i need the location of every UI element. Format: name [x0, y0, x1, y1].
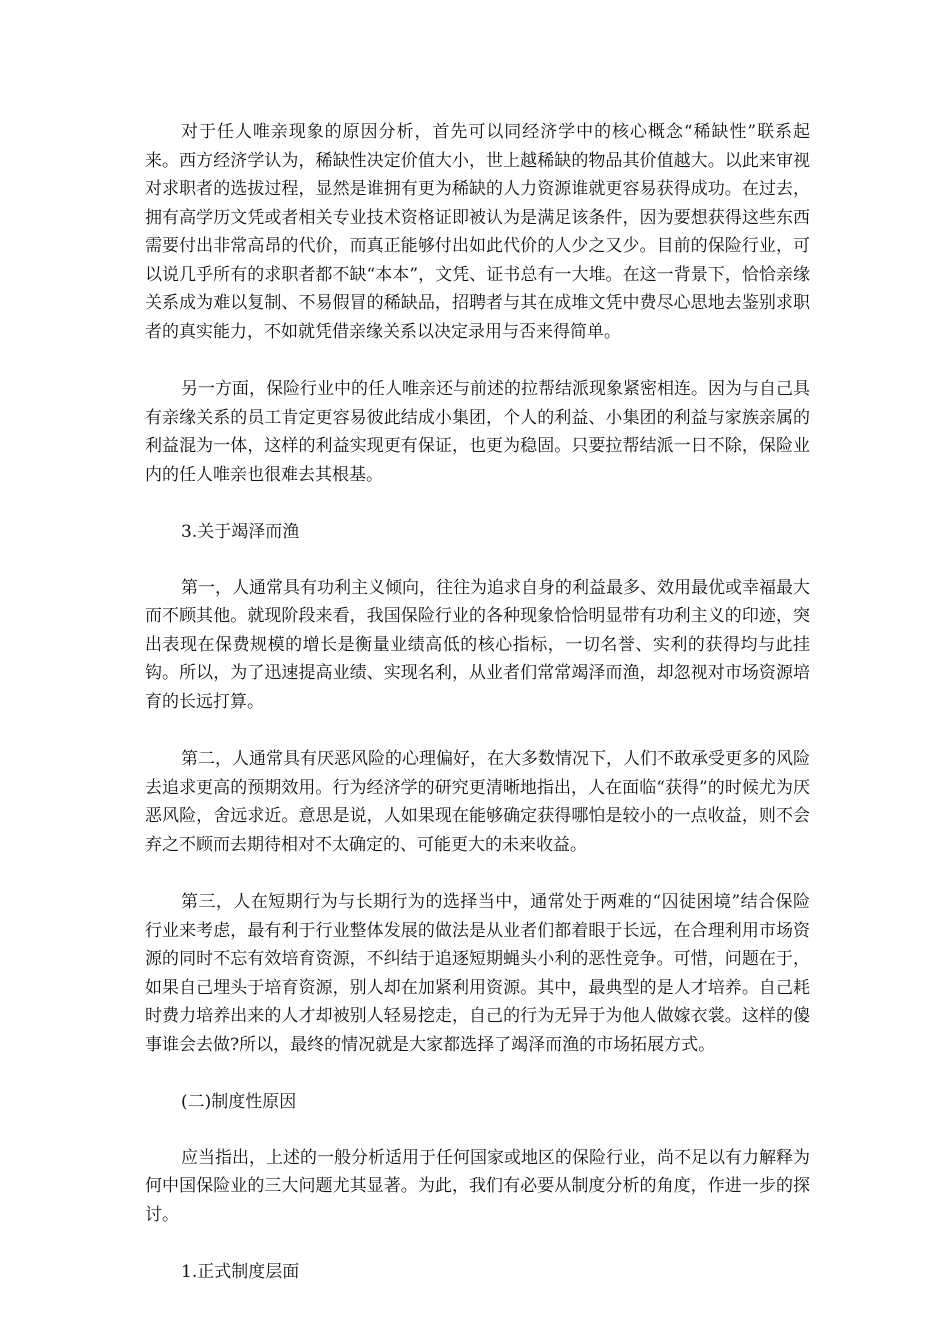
- paragraph-risk-aversion: 第二，人通常具有厌恶风险的心理偏好，在大多数情况下，人们不敢承受更多的风险去追求更高的预期效用。行为经济学的研究更清晰地指出，人在面临“获得”的时候尤为厌恶风险，舍远求近。意思是说，人如果现在能够确定获得哪怕是较小的一点收益，则不会弃之不顾而去期待相对不太确定的、可能更大的未来收益。: [145, 749, 810, 855]
- paragraph-institutional-intro: 应当指出，上述的一般分析适用于任何国家或地区的保险行业，尚不足以有力解释为何中国保险业的三大问题尤其显著。为此，我们有必要从制度分析的角度，作进一步的探讨。: [145, 1147, 810, 1225]
- paragraph-scarcity-analysis: 对于任人唯亲现象的原因分析，首先可以同经济学中的核心概念“稀缺性”联系起来。西方经济学认为，稀缺性决定价值大小，世上越稀缺的物品其价值越大。以此来审视对求职者的选拔过程，显然是谁拥有更为稀缺的人力资源谁就更容易获得成功。在过去，拥有高学历文凭或者相关专业技术资格证即被认为是满足该条件，因为要想获得这些东西需要付出非常高昂的代价，而真正能够付出如此代价的人少之又少。目前的保险行业，可以说几乎所有的求职者都不缺“本本”，文凭、证书总有一大堆。在这一背景下，恰恰亲缘关系成为难以复制、不易假冒的稀缺品，招聘者与其在成堆文凭中费尽心思地去鉴别求职者的真实能力，不如就凭借亲缘关系以决定录用与否来得简单。: [145, 122, 810, 342]
- paragraph-prisoners-dilemma: 第三，人在短期行为与长期行为的选择当中，通常处于两难的“囚徒困境”结合保险行业来考虑，最有利于行业整体发展的做法是从业者们都着眼于长远，在合理利用市场资源的同时不忘有效培育资源，不纠结于追逐短期蝇头小利的恶性竞争。可惜，问题在于，如果自己埋头于培育资源，别人却在加紧利用资源。其中，最典型的是人才培养。自己耗时费力培养出来的人才却被别人轻易挖走，自己的行为无异于为他人做嫁衣裳。这样的傻事谁会去做?所以，最终的情况就是大家都选择了竭泽而渔的市场拓展方式。: [145, 892, 810, 1055]
- paragraph-factionalism: 另一方面，保险行业中的任人唯亲还与前述的拉帮结派现象紧密相连。因为与自己具有亲缘关系的员工肯定更容易彼此结成小集团，个人的利益、小集团的利益与家族亲属的利益混为一体，这样的利益实现更有保证，也更为稳固。只要拉帮结派一日不除，保险业内的任人唯亲也很难去其根基。: [145, 379, 810, 485]
- paragraph-utilitarianism: 第一，人通常具有功利主义倾向，往往为追求自身的利益最多、效用最优或幸福最大而不顾其他。就现阶段来看，我国保险行业的各种现象恰恰明显带有功利主义的印迹，突出表现在保费规模的增长是衡量业绩高低的核心指标，一切名誉、实利的获得均与此挂钩。所以，为了迅速提高业绩、实现名利，从业者们常常竭泽而渔，却忽视对市场资源培育的长远打算。: [145, 577, 810, 712]
- section-heading-institutional-causes: (二)制度性原因: [181, 1092, 297, 1112]
- section-heading-formal-institutions: 1.正式制度层面: [181, 1262, 300, 1282]
- section-heading-overfishing: 3.关于竭泽而渔: [181, 522, 300, 542]
- document-body: [145, 118, 810, 1314]
